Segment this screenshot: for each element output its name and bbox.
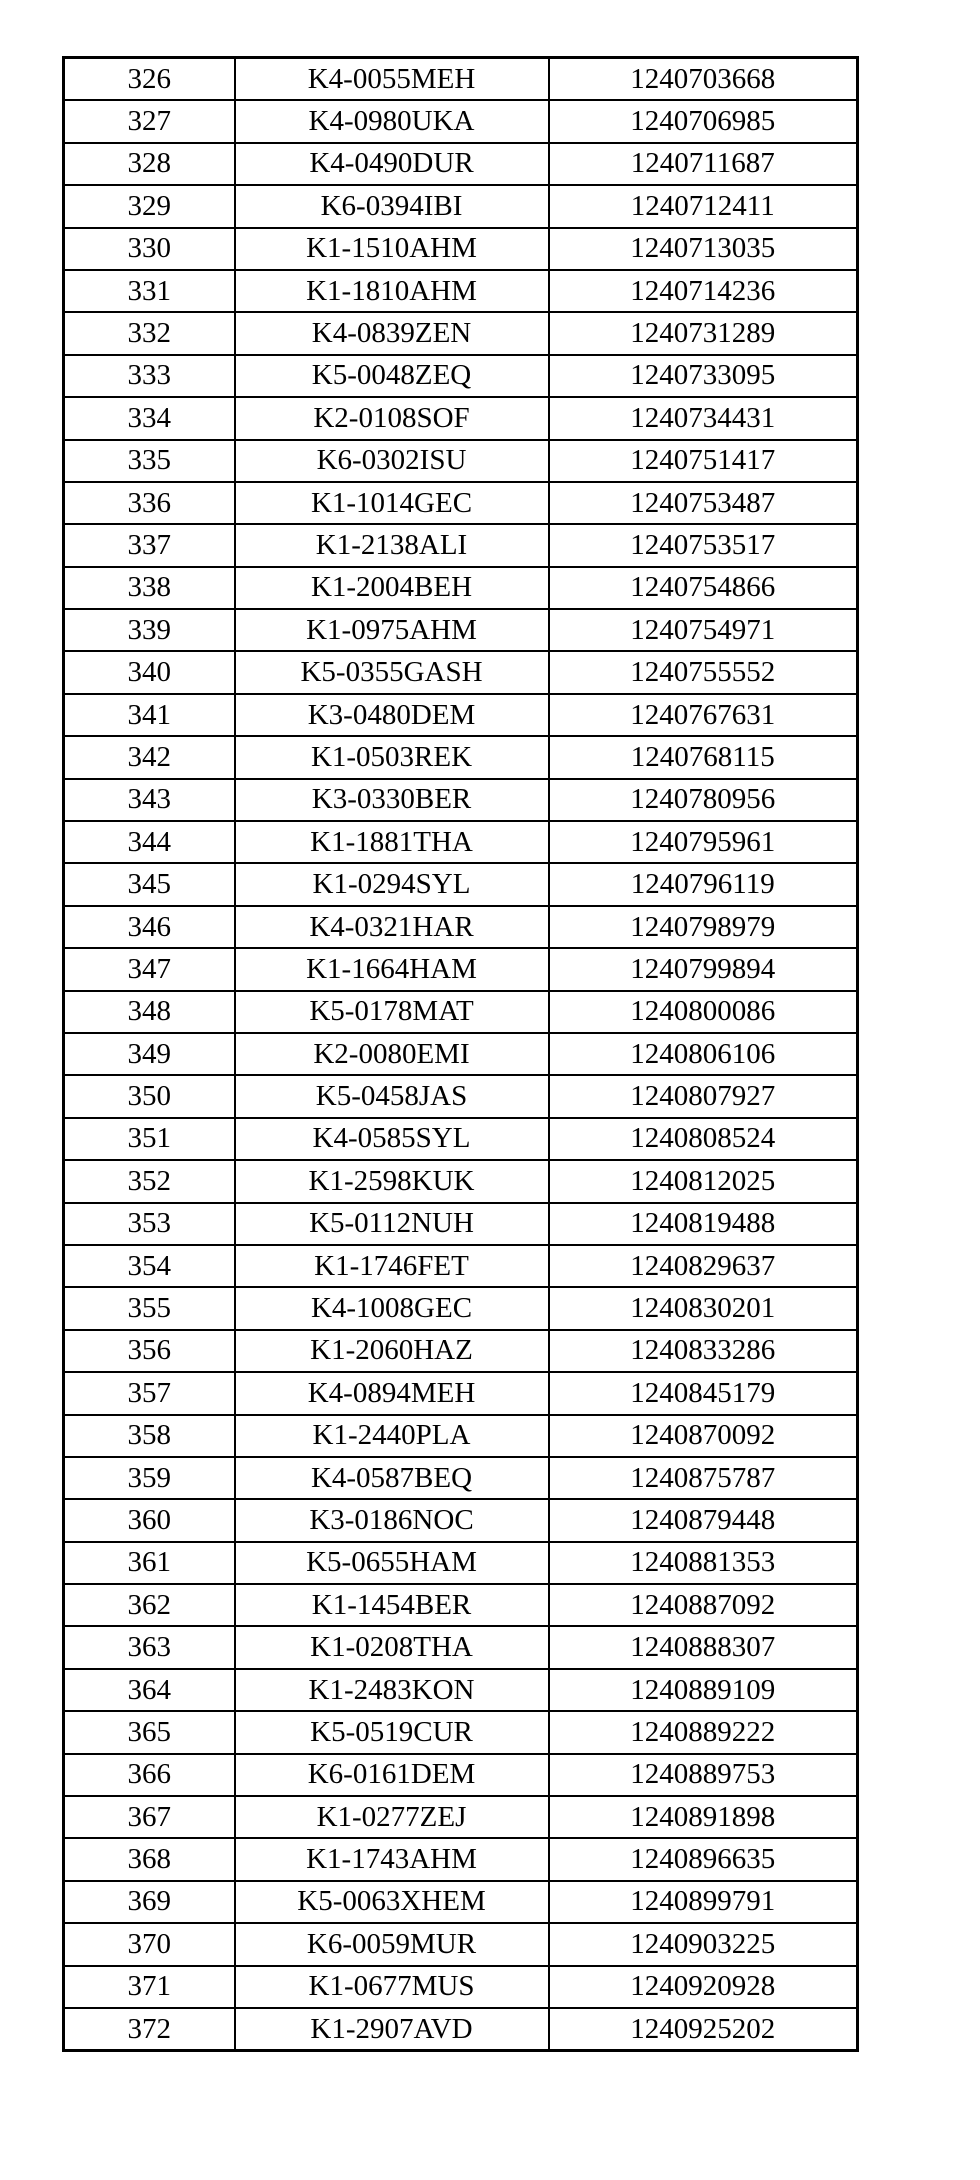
row-number-cell: 333 (64, 355, 235, 397)
id-number-cell: 1240753487 (549, 482, 858, 524)
code-cell: K1-0208THA (235, 1626, 549, 1668)
row-number-cell: 359 (64, 1457, 235, 1499)
code-cell: K4-0321HAR (235, 906, 549, 948)
id-number-cell: 1240706985 (549, 100, 858, 142)
id-number-cell: 1240875787 (549, 1457, 858, 1499)
row-number-cell: 355 (64, 1287, 235, 1329)
id-number-cell: 1240920928 (549, 1966, 858, 2008)
id-number-cell: 1240753517 (549, 524, 858, 566)
code-cell: K4-0490DUR (235, 143, 549, 185)
row-number-cell: 328 (64, 143, 235, 185)
code-cell: K6-0161DEM (235, 1754, 549, 1796)
row-number-cell: 338 (64, 567, 235, 609)
id-number-cell: 1240829637 (549, 1245, 858, 1287)
id-number-cell: 1240889753 (549, 1754, 858, 1796)
code-cell: K1-2907AVD (235, 2008, 549, 2051)
id-number-cell: 1240796119 (549, 863, 858, 905)
id-number-cell: 1240903225 (549, 1923, 858, 1965)
table-row (64, 1330, 858, 1372)
table-row (64, 1966, 858, 2008)
id-number-cell: 1240751417 (549, 440, 858, 482)
code-cell: K1-0503REK (235, 736, 549, 778)
row-number-cell: 356 (64, 1330, 235, 1372)
code-cell: K1-1743AHM (235, 1838, 549, 1880)
row-number-cell: 350 (64, 1075, 235, 1117)
row-number-cell: 349 (64, 1033, 235, 1075)
row-number-cell: 329 (64, 185, 235, 227)
id-number-cell: 1240870092 (549, 1415, 858, 1457)
code-cell: K5-0112NUH (235, 1203, 549, 1245)
row-number-cell: 351 (64, 1118, 235, 1160)
code-cell: K6-0059MUR (235, 1923, 549, 1965)
code-cell: K5-0519CUR (235, 1711, 549, 1753)
code-cell: K4-0585SYL (235, 1118, 549, 1160)
code-cell: K4-0980UKA (235, 100, 549, 142)
table-row (64, 1669, 858, 1711)
code-cell: K1-2060HAZ (235, 1330, 549, 1372)
row-number-cell: 360 (64, 1499, 235, 1541)
code-cell: K1-2598KUK (235, 1160, 549, 1202)
row-number-cell: 339 (64, 609, 235, 651)
row-number-cell: 346 (64, 906, 235, 948)
code-cell: K1-0677MUS (235, 1966, 549, 2008)
table-row (64, 270, 858, 312)
code-cell: K4-0055MEH (235, 58, 549, 101)
table-row (64, 397, 858, 439)
code-cell: K5-0048ZEQ (235, 355, 549, 397)
table-row (64, 100, 858, 142)
row-number-cell: 348 (64, 991, 235, 1033)
code-cell: K3-0330BER (235, 779, 549, 821)
id-number-cell: 1240891898 (549, 1796, 858, 1838)
id-number-cell: 1240845179 (549, 1372, 858, 1414)
table-body (64, 58, 858, 2051)
table-row (64, 1881, 858, 1923)
id-number-cell: 1240812025 (549, 1160, 858, 1202)
code-cell: K6-0302ISU (235, 440, 549, 482)
id-number-cell: 1240800086 (549, 991, 858, 1033)
row-number-cell: 368 (64, 1838, 235, 1880)
table-row (64, 355, 858, 397)
code-cell: K5-0355GASH (235, 651, 549, 693)
code-cell: K1-2138ALI (235, 524, 549, 566)
code-cell: K1-2440PLA (235, 1415, 549, 1457)
id-number-cell: 1240703668 (549, 58, 858, 101)
table-row (64, 1203, 858, 1245)
table-row (64, 863, 858, 905)
row-number-cell: 358 (64, 1415, 235, 1457)
table-row (64, 1754, 858, 1796)
table-row (64, 1160, 858, 1202)
table-row (64, 524, 858, 566)
table-row (64, 736, 858, 778)
code-cell: K1-2004BEH (235, 567, 549, 609)
id-number-cell: 1240896635 (549, 1838, 858, 1880)
table-row (64, 228, 858, 270)
row-number-cell: 343 (64, 779, 235, 821)
row-number-cell: 369 (64, 1881, 235, 1923)
code-cell: K1-0294SYL (235, 863, 549, 905)
table-row (64, 312, 858, 354)
code-cell: K4-1008GEC (235, 1287, 549, 1329)
table-row (64, 1075, 858, 1117)
row-number-cell: 334 (64, 397, 235, 439)
row-number-cell: 327 (64, 100, 235, 142)
id-number-cell: 1240889109 (549, 1669, 858, 1711)
row-number-cell: 345 (64, 863, 235, 905)
table-row (64, 1415, 858, 1457)
table-row (64, 1923, 858, 1965)
row-number-cell: 365 (64, 1711, 235, 1753)
table-row (64, 1796, 858, 1838)
code-cell: K5-0178MAT (235, 991, 549, 1033)
id-number-cell: 1240754866 (549, 567, 858, 609)
row-number-cell: 336 (64, 482, 235, 524)
id-number-cell: 1240808524 (549, 1118, 858, 1160)
id-number-cell: 1240768115 (549, 736, 858, 778)
table-row (64, 1118, 858, 1160)
row-number-cell: 353 (64, 1203, 235, 1245)
row-number-cell: 341 (64, 694, 235, 736)
table-row (64, 185, 858, 227)
id-number-cell: 1240713035 (549, 228, 858, 270)
code-cell: K2-0108SOF (235, 397, 549, 439)
id-number-cell: 1240899791 (549, 1881, 858, 1923)
row-number-cell: 366 (64, 1754, 235, 1796)
row-number-cell: 337 (64, 524, 235, 566)
row-number-cell: 354 (64, 1245, 235, 1287)
code-cell: K1-1810AHM (235, 270, 549, 312)
code-cell: K1-1014GEC (235, 482, 549, 524)
table-row (64, 821, 858, 863)
row-number-cell: 361 (64, 1542, 235, 1584)
table-row (64, 567, 858, 609)
table-row (64, 1711, 858, 1753)
id-number-cell: 1240925202 (549, 2008, 858, 2051)
code-cell: K1-1510AHM (235, 228, 549, 270)
row-number-cell: 331 (64, 270, 235, 312)
id-number-cell: 1240799894 (549, 948, 858, 990)
id-number-cell: 1240830201 (549, 1287, 858, 1329)
code-cell: K1-0277ZEJ (235, 1796, 549, 1838)
id-number-cell: 1240733095 (549, 355, 858, 397)
table-row (64, 2008, 858, 2051)
code-cell: K4-0839ZEN (235, 312, 549, 354)
code-cell: K5-0063XHEM (235, 1881, 549, 1923)
id-number-cell: 1240879448 (549, 1499, 858, 1541)
row-number-cell: 326 (64, 58, 235, 101)
id-number-cell: 1240806106 (549, 1033, 858, 1075)
code-cell: K1-1454BER (235, 1584, 549, 1626)
id-number-cell: 1240889222 (549, 1711, 858, 1753)
id-number-cell: 1240712411 (549, 185, 858, 227)
table-row (64, 906, 858, 948)
table-row (64, 609, 858, 651)
id-number-cell: 1240711687 (549, 143, 858, 185)
row-number-cell: 347 (64, 948, 235, 990)
table-row (64, 1542, 858, 1584)
row-number-cell: 344 (64, 821, 235, 863)
id-number-cell: 1240714236 (549, 270, 858, 312)
id-number-cell: 1240819488 (549, 1203, 858, 1245)
code-cell: K2-0080EMI (235, 1033, 549, 1075)
table-row (64, 1499, 858, 1541)
table-row (64, 1626, 858, 1668)
code-cell: K1-2483KON (235, 1669, 549, 1711)
code-cell: K5-0458JAS (235, 1075, 549, 1117)
table-row (64, 1287, 858, 1329)
code-cell: K1-0975AHM (235, 609, 549, 651)
id-number-cell: 1240755552 (549, 651, 858, 693)
row-number-cell: 364 (64, 1669, 235, 1711)
row-number-cell: 367 (64, 1796, 235, 1838)
code-cell: K4-0587BEQ (235, 1457, 549, 1499)
id-number-cell: 1240798979 (549, 906, 858, 948)
table-row (64, 440, 858, 482)
row-number-cell: 352 (64, 1160, 235, 1202)
table-row (64, 779, 858, 821)
id-number-cell: 1240734431 (549, 397, 858, 439)
row-number-cell: 372 (64, 2008, 235, 2051)
row-number-cell: 370 (64, 1923, 235, 1965)
table-row (64, 1457, 858, 1499)
code-cell: K6-0394IBI (235, 185, 549, 227)
row-number-cell: 335 (64, 440, 235, 482)
id-number-cell: 1240807927 (549, 1075, 858, 1117)
table-row (64, 143, 858, 185)
table-row (64, 482, 858, 524)
row-number-cell: 342 (64, 736, 235, 778)
id-number-cell: 1240731289 (549, 312, 858, 354)
table-row (64, 1033, 858, 1075)
table-row (64, 694, 858, 736)
table-row (64, 651, 858, 693)
table-row (64, 1584, 858, 1626)
id-number-cell: 1240881353 (549, 1542, 858, 1584)
row-number-cell: 357 (64, 1372, 235, 1414)
id-number-cell: 1240887092 (549, 1584, 858, 1626)
table-row (64, 58, 858, 101)
code-cell: K5-0655HAM (235, 1542, 549, 1584)
row-number-cell: 362 (64, 1584, 235, 1626)
row-number-cell: 340 (64, 651, 235, 693)
row-number-cell: 332 (64, 312, 235, 354)
table-row (64, 1245, 858, 1287)
code-cell: K3-0186NOC (235, 1499, 549, 1541)
data-table (62, 56, 859, 2052)
id-number-cell: 1240767631 (549, 694, 858, 736)
row-number-cell: 371 (64, 1966, 235, 2008)
table-row (64, 1838, 858, 1880)
id-number-cell: 1240888307 (549, 1626, 858, 1668)
id-number-cell: 1240795961 (549, 821, 858, 863)
table-row (64, 948, 858, 990)
id-number-cell: 1240833286 (549, 1330, 858, 1372)
code-cell: K1-1746FET (235, 1245, 549, 1287)
id-number-cell: 1240780956 (549, 779, 858, 821)
row-number-cell: 363 (64, 1626, 235, 1668)
code-cell: K3-0480DEM (235, 694, 549, 736)
code-cell: K1-1881THA (235, 821, 549, 863)
code-cell: K4-0894MEH (235, 1372, 549, 1414)
code-cell: K1-1664HAM (235, 948, 549, 990)
id-number-cell: 1240754971 (549, 609, 858, 651)
table-row (64, 1372, 858, 1414)
row-number-cell: 330 (64, 228, 235, 270)
table-row (64, 991, 858, 1033)
